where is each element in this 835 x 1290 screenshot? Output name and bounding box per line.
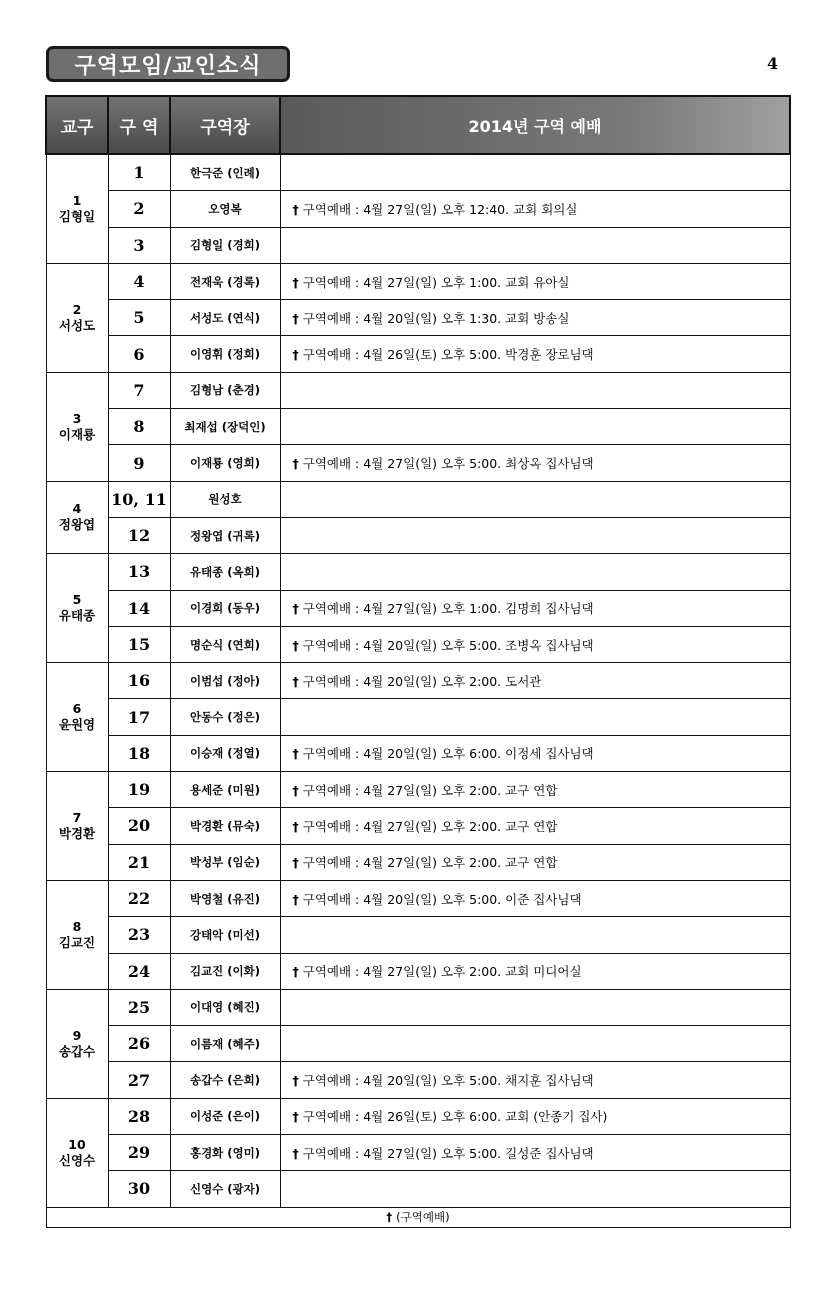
district-number: 1 bbox=[108, 154, 170, 191]
district-number: 24 bbox=[108, 953, 170, 989]
parish-cell bbox=[46, 880, 108, 989]
district-number: 12 bbox=[108, 517, 170, 553]
district-number: 22 bbox=[108, 880, 170, 916]
district-leader: 신영수 (광자) bbox=[170, 1171, 280, 1207]
page-number: 4 bbox=[767, 54, 779, 73]
worship-info bbox=[280, 1135, 790, 1171]
worship-info bbox=[280, 300, 790, 336]
worship-text: 구역예배 : 4월 26일(토) 오후 5:00. 박경훈 장로님댁 bbox=[302, 347, 594, 363]
header-worship: 2014년 구역 예배 bbox=[280, 96, 790, 154]
parish-leader-name: 송갑수 bbox=[58, 1043, 96, 1059]
parish-leader-name: 윤원영 bbox=[58, 717, 96, 733]
cross-icon: † bbox=[292, 274, 299, 290]
table-row bbox=[46, 517, 790, 553]
district-leader: 김교진 (이화) bbox=[170, 953, 280, 989]
worship-info-empty bbox=[280, 1026, 790, 1062]
worship-text: 구역예배 : 4월 27일(일) 오후 1:00. 교회 유아실 bbox=[302, 274, 570, 290]
header-district: 구 역 bbox=[108, 96, 170, 154]
district-leader: 이성준 (은이) bbox=[170, 1098, 280, 1134]
header-row bbox=[46, 96, 790, 154]
district-number: 21 bbox=[108, 844, 170, 880]
cross-icon: † bbox=[386, 1210, 393, 1225]
parish-cell bbox=[46, 263, 108, 372]
worship-text: 구역예배 : 4월 20일(일) 오후 2:00. 도서관 bbox=[302, 673, 542, 689]
district-number: 16 bbox=[108, 663, 170, 699]
district-number: 15 bbox=[108, 626, 170, 662]
worship-info bbox=[280, 953, 790, 989]
parish-number: 8 bbox=[72, 918, 82, 934]
table-row bbox=[46, 227, 790, 263]
worship-text: 구역예배 : 4월 27일(일) 오후 2:00. 교구 연합 bbox=[302, 855, 558, 871]
worship-info bbox=[280, 445, 790, 481]
cross-icon: † bbox=[292, 855, 299, 871]
worship-info bbox=[280, 590, 790, 626]
worship-info bbox=[280, 808, 790, 844]
district-number: 25 bbox=[108, 989, 170, 1025]
parish-number: 4 bbox=[72, 501, 82, 517]
parish-number: 9 bbox=[72, 1027, 82, 1043]
district-number: 27 bbox=[108, 1062, 170, 1098]
district-number: 4 bbox=[108, 263, 170, 299]
table-row bbox=[46, 808, 790, 844]
parish-leader-name: 신영수 bbox=[58, 1152, 96, 1168]
table-row bbox=[46, 1135, 790, 1171]
worship-info-empty bbox=[280, 372, 790, 408]
cross-icon: † bbox=[292, 891, 299, 907]
district-number: 20 bbox=[108, 808, 170, 844]
cross-icon: † bbox=[292, 746, 299, 762]
district-leader: 정왕엽 (귀록) bbox=[170, 517, 280, 553]
parish-cell bbox=[46, 772, 108, 881]
worship-info-empty bbox=[280, 409, 790, 445]
cross-icon: † bbox=[292, 818, 299, 834]
header-gyogu: 교구 bbox=[46, 96, 108, 154]
district-number: 29 bbox=[108, 1135, 170, 1171]
table-row bbox=[46, 300, 790, 336]
worship-info-empty bbox=[280, 517, 790, 553]
parish-number: 3 bbox=[72, 410, 82, 426]
table-row bbox=[46, 1062, 790, 1098]
table-row bbox=[46, 989, 790, 1025]
district-leader: 이승재 (정열) bbox=[170, 735, 280, 771]
worship-text: 구역예배 : 4월 20일(일) 오후 6:00. 이정세 집사님댁 bbox=[302, 746, 594, 762]
district-leader: 박경환 (뮤숙) bbox=[170, 808, 280, 844]
district-leader: 명순식 (연희) bbox=[170, 626, 280, 662]
worship-info-empty bbox=[280, 1171, 790, 1207]
district-leader: 이영휘 (정희) bbox=[170, 336, 280, 372]
district-number: 17 bbox=[108, 699, 170, 735]
worship-info-empty bbox=[280, 481, 790, 517]
district-leader: 홍경화 (영미) bbox=[170, 1135, 280, 1171]
worship-text: 구역예배 : 4월 27일(일) 오후 2:00. 교회 미디어실 bbox=[302, 964, 582, 980]
cross-icon: † bbox=[292, 310, 299, 326]
table-row bbox=[46, 1098, 790, 1134]
table-row bbox=[46, 735, 790, 771]
parish-cell bbox=[46, 989, 108, 1098]
district-number: 2 bbox=[108, 191, 170, 227]
parish-leader-name: 김교진 bbox=[58, 934, 96, 950]
section-title: 구역모임/교인소식 bbox=[46, 46, 290, 82]
parish-number: 10 bbox=[68, 1136, 86, 1152]
worship-text: 구역예배 : 4월 27일(일) 오후 5:00. 최상옥 집사님댁 bbox=[302, 456, 594, 472]
worship-text: 구역예배 : 4월 27일(일) 오후 2:00. 교구 연합 bbox=[302, 818, 558, 834]
cross-icon: † bbox=[292, 1073, 299, 1089]
parish-number: 5 bbox=[72, 592, 82, 608]
district-number: 26 bbox=[108, 1026, 170, 1062]
parish-leader-name: 김형일 bbox=[58, 208, 96, 224]
district-number: 23 bbox=[108, 917, 170, 953]
parish-cell bbox=[46, 481, 108, 554]
parish-leader-name: 이재룡 bbox=[58, 426, 96, 442]
district-number: 8 bbox=[108, 409, 170, 445]
worship-text: 구역예배 : 4월 20일(일) 오후 5:00. 이준 집사님댁 bbox=[302, 891, 582, 907]
district-number: 9 bbox=[108, 445, 170, 481]
district-number: 7 bbox=[108, 372, 170, 408]
worship-text: 구역예배 : 4월 26일(토) 오후 6:00. 교회 (안종기 집사) bbox=[302, 1109, 608, 1125]
parish-cell bbox=[46, 1098, 108, 1207]
district-schedule-table bbox=[45, 95, 791, 1228]
cross-icon: † bbox=[292, 673, 299, 689]
worship-text: 구역예배 : 4월 20일(일) 오후 5:00. 조병옥 집사님댁 bbox=[302, 637, 594, 653]
footer-row bbox=[46, 1207, 790, 1227]
worship-info bbox=[280, 735, 790, 771]
district-number: 18 bbox=[108, 735, 170, 771]
worship-text: 구역예배 : 4월 20일(일) 오후 5:00. 채지훈 집사님댁 bbox=[302, 1073, 594, 1089]
district-leader: 한극준 (인례) bbox=[170, 154, 280, 191]
worship-text: 구역예배 : 4월 27일(일) 오후 1:00. 김명희 집사님댁 bbox=[302, 601, 594, 617]
district-leader: 이범섭 (정아) bbox=[170, 663, 280, 699]
footer-legend bbox=[46, 1207, 790, 1227]
worship-text: 구역예배 : 4월 27일(일) 오후 12:40. 교회 회의실 bbox=[302, 201, 578, 217]
header-leader: 구역장 bbox=[170, 96, 280, 154]
cross-icon: † bbox=[292, 201, 299, 217]
district-leader: 원성호 bbox=[170, 481, 280, 517]
district-number: 28 bbox=[108, 1098, 170, 1134]
parish-number: 2 bbox=[72, 301, 82, 317]
parish-cell bbox=[46, 372, 108, 481]
worship-info bbox=[280, 1098, 790, 1134]
worship-info bbox=[280, 336, 790, 372]
table-row bbox=[46, 1171, 790, 1207]
cross-icon: † bbox=[292, 964, 299, 980]
table-row bbox=[46, 663, 790, 699]
district-number: 30 bbox=[108, 1171, 170, 1207]
district-leader: 이경희 (동우) bbox=[170, 590, 280, 626]
worship-text: 구역예배 : 4월 27일(일) 오후 5:00. 길성준 집사님댁 bbox=[302, 1145, 594, 1161]
district-number: 13 bbox=[108, 554, 170, 590]
district-number: 14 bbox=[108, 590, 170, 626]
table-row bbox=[46, 481, 790, 517]
worship-info-empty bbox=[280, 554, 790, 590]
table-row bbox=[46, 336, 790, 372]
district-leader: 박성부 (임순) bbox=[170, 844, 280, 880]
table-row bbox=[46, 917, 790, 953]
table-row bbox=[46, 844, 790, 880]
district-leader: 이대영 (혜진) bbox=[170, 989, 280, 1025]
parish-cell bbox=[46, 554, 108, 663]
worship-info-empty bbox=[280, 154, 790, 191]
parish-leader-name: 서성도 bbox=[58, 317, 96, 333]
district-leader: 용세준 (미원) bbox=[170, 772, 280, 808]
table-row bbox=[46, 263, 790, 299]
district-leader: 김형일 (경희) bbox=[170, 227, 280, 263]
district-number: 3 bbox=[108, 227, 170, 263]
district-leader: 박영철 (유진) bbox=[170, 880, 280, 916]
district-leader: 이름재 (혜주) bbox=[170, 1026, 280, 1062]
district-leader: 강태악 (미선) bbox=[170, 917, 280, 953]
worship-info bbox=[280, 772, 790, 808]
district-number: 6 bbox=[108, 336, 170, 372]
table-row bbox=[46, 154, 790, 191]
parish-number: 1 bbox=[72, 192, 82, 208]
worship-info bbox=[280, 1062, 790, 1098]
parish-cell bbox=[46, 663, 108, 772]
table-row bbox=[46, 953, 790, 989]
parish-leader-name: 유태종 bbox=[58, 608, 96, 624]
worship-text: 구역예배 : 4월 20일(일) 오후 1:30. 교회 방송실 bbox=[302, 310, 570, 326]
table-row bbox=[46, 699, 790, 735]
table-row bbox=[46, 772, 790, 808]
parish-number: 7 bbox=[72, 809, 82, 825]
parish-leader-name: 정왕엽 bbox=[58, 517, 96, 533]
district-leader: 이재룡 (영희) bbox=[170, 445, 280, 481]
worship-info bbox=[280, 663, 790, 699]
table-row bbox=[46, 372, 790, 408]
district-leader: 송갑수 (은희) bbox=[170, 1062, 280, 1098]
table-row bbox=[46, 191, 790, 227]
district-leader: 서성도 (연식) bbox=[170, 300, 280, 336]
district-number: 5 bbox=[108, 300, 170, 336]
footer-note: (구역예배) bbox=[396, 1210, 450, 1225]
table-row bbox=[46, 554, 790, 590]
cross-icon: † bbox=[292, 456, 299, 472]
worship-info-empty bbox=[280, 227, 790, 263]
worship-info bbox=[280, 844, 790, 880]
cross-icon: † bbox=[292, 1109, 299, 1125]
parish-leader-name: 박경환 bbox=[58, 825, 96, 841]
district-leader: 오영복 bbox=[170, 191, 280, 227]
cross-icon: † bbox=[292, 637, 299, 653]
table-row bbox=[46, 880, 790, 916]
table-row bbox=[46, 445, 790, 481]
table-body bbox=[46, 154, 790, 1227]
district-leader: 유태종 (옥희) bbox=[170, 554, 280, 590]
cross-icon: † bbox=[292, 601, 299, 617]
worship-info bbox=[280, 626, 790, 662]
district-leader: 최재섭 (장덕인) bbox=[170, 409, 280, 445]
worship-info bbox=[280, 880, 790, 916]
worship-info bbox=[280, 263, 790, 299]
worship-info bbox=[280, 191, 790, 227]
parish-cell bbox=[46, 154, 108, 263]
cross-icon: † bbox=[292, 782, 299, 798]
table-row bbox=[46, 590, 790, 626]
cross-icon: † bbox=[292, 347, 299, 363]
table-row bbox=[46, 1026, 790, 1062]
worship-info-empty bbox=[280, 989, 790, 1025]
district-number: 10, 11 bbox=[108, 481, 170, 517]
district-leader: 안동수 (정은) bbox=[170, 699, 280, 735]
table-row bbox=[46, 409, 790, 445]
district-leader: 김형남 (춘경) bbox=[170, 372, 280, 408]
table-row bbox=[46, 626, 790, 662]
worship-info-empty bbox=[280, 917, 790, 953]
worship-text: 구역예배 : 4월 27일(일) 오후 2:00. 교구 연합 bbox=[302, 782, 558, 798]
district-leader: 전재욱 (경록) bbox=[170, 263, 280, 299]
parish-number: 6 bbox=[72, 701, 82, 717]
cross-icon: † bbox=[292, 1145, 299, 1161]
worship-info-empty bbox=[280, 699, 790, 735]
district-number: 19 bbox=[108, 772, 170, 808]
